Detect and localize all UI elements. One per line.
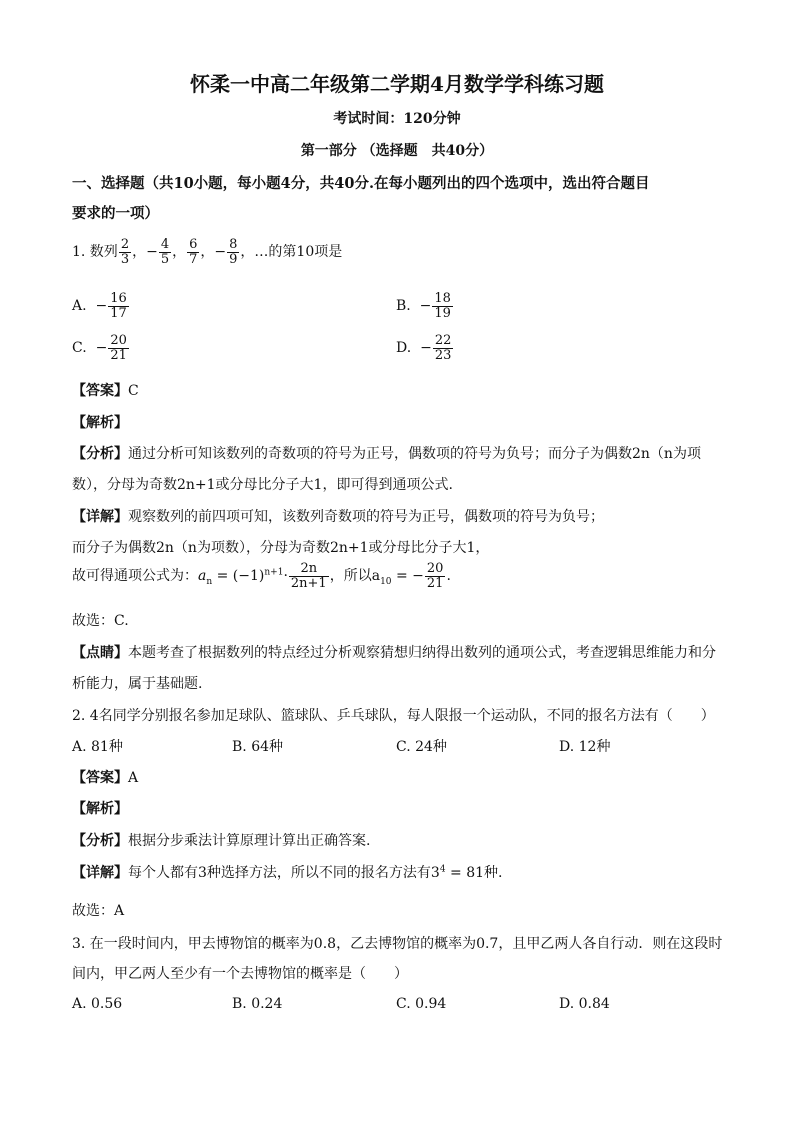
q3-option-c: C. 0.94 [396,996,447,1012]
part-heading: 第一部分 （选择题 共40分） [300,143,494,159]
fraction: $\frac{22}{23}$ [434,333,452,363]
q1-dianjing: 【点睛】本题考查了根据数列的特点经过分析观察猜想归纳得出数列的通项公式，考查逻辑思维能力和分 [72,645,716,661]
q1-xiangjie-cont: 而分子为偶数2n（n为项数），分母为奇数2n+1或分母比分子大1， [72,540,490,556]
q1-stem: 1. 数列 $\frac{2}{3}$ ，− $\frac{4}{5}$ ， $\frac{6}{7}$ ，− $\frac{8}{9}$ ，…的第10项是 [72,237,343,267]
q3-stem-cont: 间内，甲乙两人至少有一个去博物馆的概率是（ ） [72,966,408,982]
q2-fenxi: 【分析】根据分步乘法计算原理计算出正确答案. [72,833,371,849]
q2-option-a: A. 81种 [72,739,123,755]
q3-option-b: B. 0.24 [232,996,283,1012]
fraction: $\frac{2n}{2n+1}$ [290,561,327,591]
fraction: $\frac{8}{9}$ [229,237,238,267]
page-title: 怀柔一中高二年级第二学期4月数学学科练习题 [190,72,604,96]
q2-option-c: C. 24种 [396,739,447,755]
q2-option-b: B. 64种 [232,739,284,755]
q1-option-c: C. − $\frac{20}{21}$ [72,333,127,363]
fraction: $\frac{20}{21}$ [426,561,444,591]
fraction: $\frac{18}{19}$ [434,291,451,321]
q2-option-d: D. 12种 [559,739,611,755]
q1-option-b: B. − $\frac{18}{19}$ [396,291,451,321]
q1-analysis-tag: 【解析】 [72,415,128,431]
q1-answer: 【答案】C [72,383,139,399]
exam-time: 考试时间：120分钟 [333,111,461,127]
q3-stem: 3. 在一段时间内，甲去博物馆的概率为0.8，乙去博物馆的概率为0.7，且甲乙两人各自行动．则在这段时 [72,936,723,952]
fraction: $\frac{20}{21}$ [110,333,127,363]
fraction: $\frac{6}{7}$ [189,237,198,267]
q1-option-d: D. − $\frac{22}{23}$ [396,333,452,363]
q3-option-d: D. 0.84 [559,996,610,1012]
q3-option-a: A. 0.56 [72,996,123,1012]
section-heading: 一、选择题（共10小题，每小题4分，共40分.在每小题列出的四个选项中，选出符合题目 [72,175,650,192]
q2-analysis-tag: 【解析】 [72,801,128,817]
q2-xiangjie: 【详解】每个人都有3种选择方法，所以不同的报名方法有$3^4 = 81$种. [72,864,503,881]
q1-dianjing-cont: 析能力，属于基础题. [72,676,203,692]
q1-choose: 故选：C. [72,613,129,629]
q1-fenxi-cont: 数），分母为奇数2n+1或分母比分子大1，即可得到通项公式. [72,477,453,493]
q1-option-a: A. − $\frac{16}{17}$ [72,291,127,321]
section-heading-cont: 要求的一项） [72,205,159,222]
fraction: $\frac{2}{3}$ [120,237,130,267]
fraction: $\frac{16}{17}$ [110,291,127,321]
q2-stem: 2. 4名同学分别报名参加足球队、篮球队、乒乓球队，每人限报一个运动队，不同的报名方法有（ ） [72,708,715,724]
q2-answer: 【答案】A [72,770,139,786]
fraction: $\frac{4}{5}$ [160,237,170,267]
q1-xiangjie: 【详解】观察数列的前四项可知，该数列奇数项的符号为正号，偶数项的符号为负号； [72,509,604,525]
q1-formula: 故可得通项公式为：$a_n = (-1)^{n+1}\cdot$ $\frac{2n}{2n+1}$ ，所以$a_{10}$ = − $\frac{20}{21}$ . [72,561,451,591]
q1-fenxi: 【分析】通过分析可知该数列的奇数项的符号为正号，偶数项的符号为负号；而分子为偶数2n（n为项 [72,446,701,462]
q2-choose: 故选：A [72,903,125,919]
